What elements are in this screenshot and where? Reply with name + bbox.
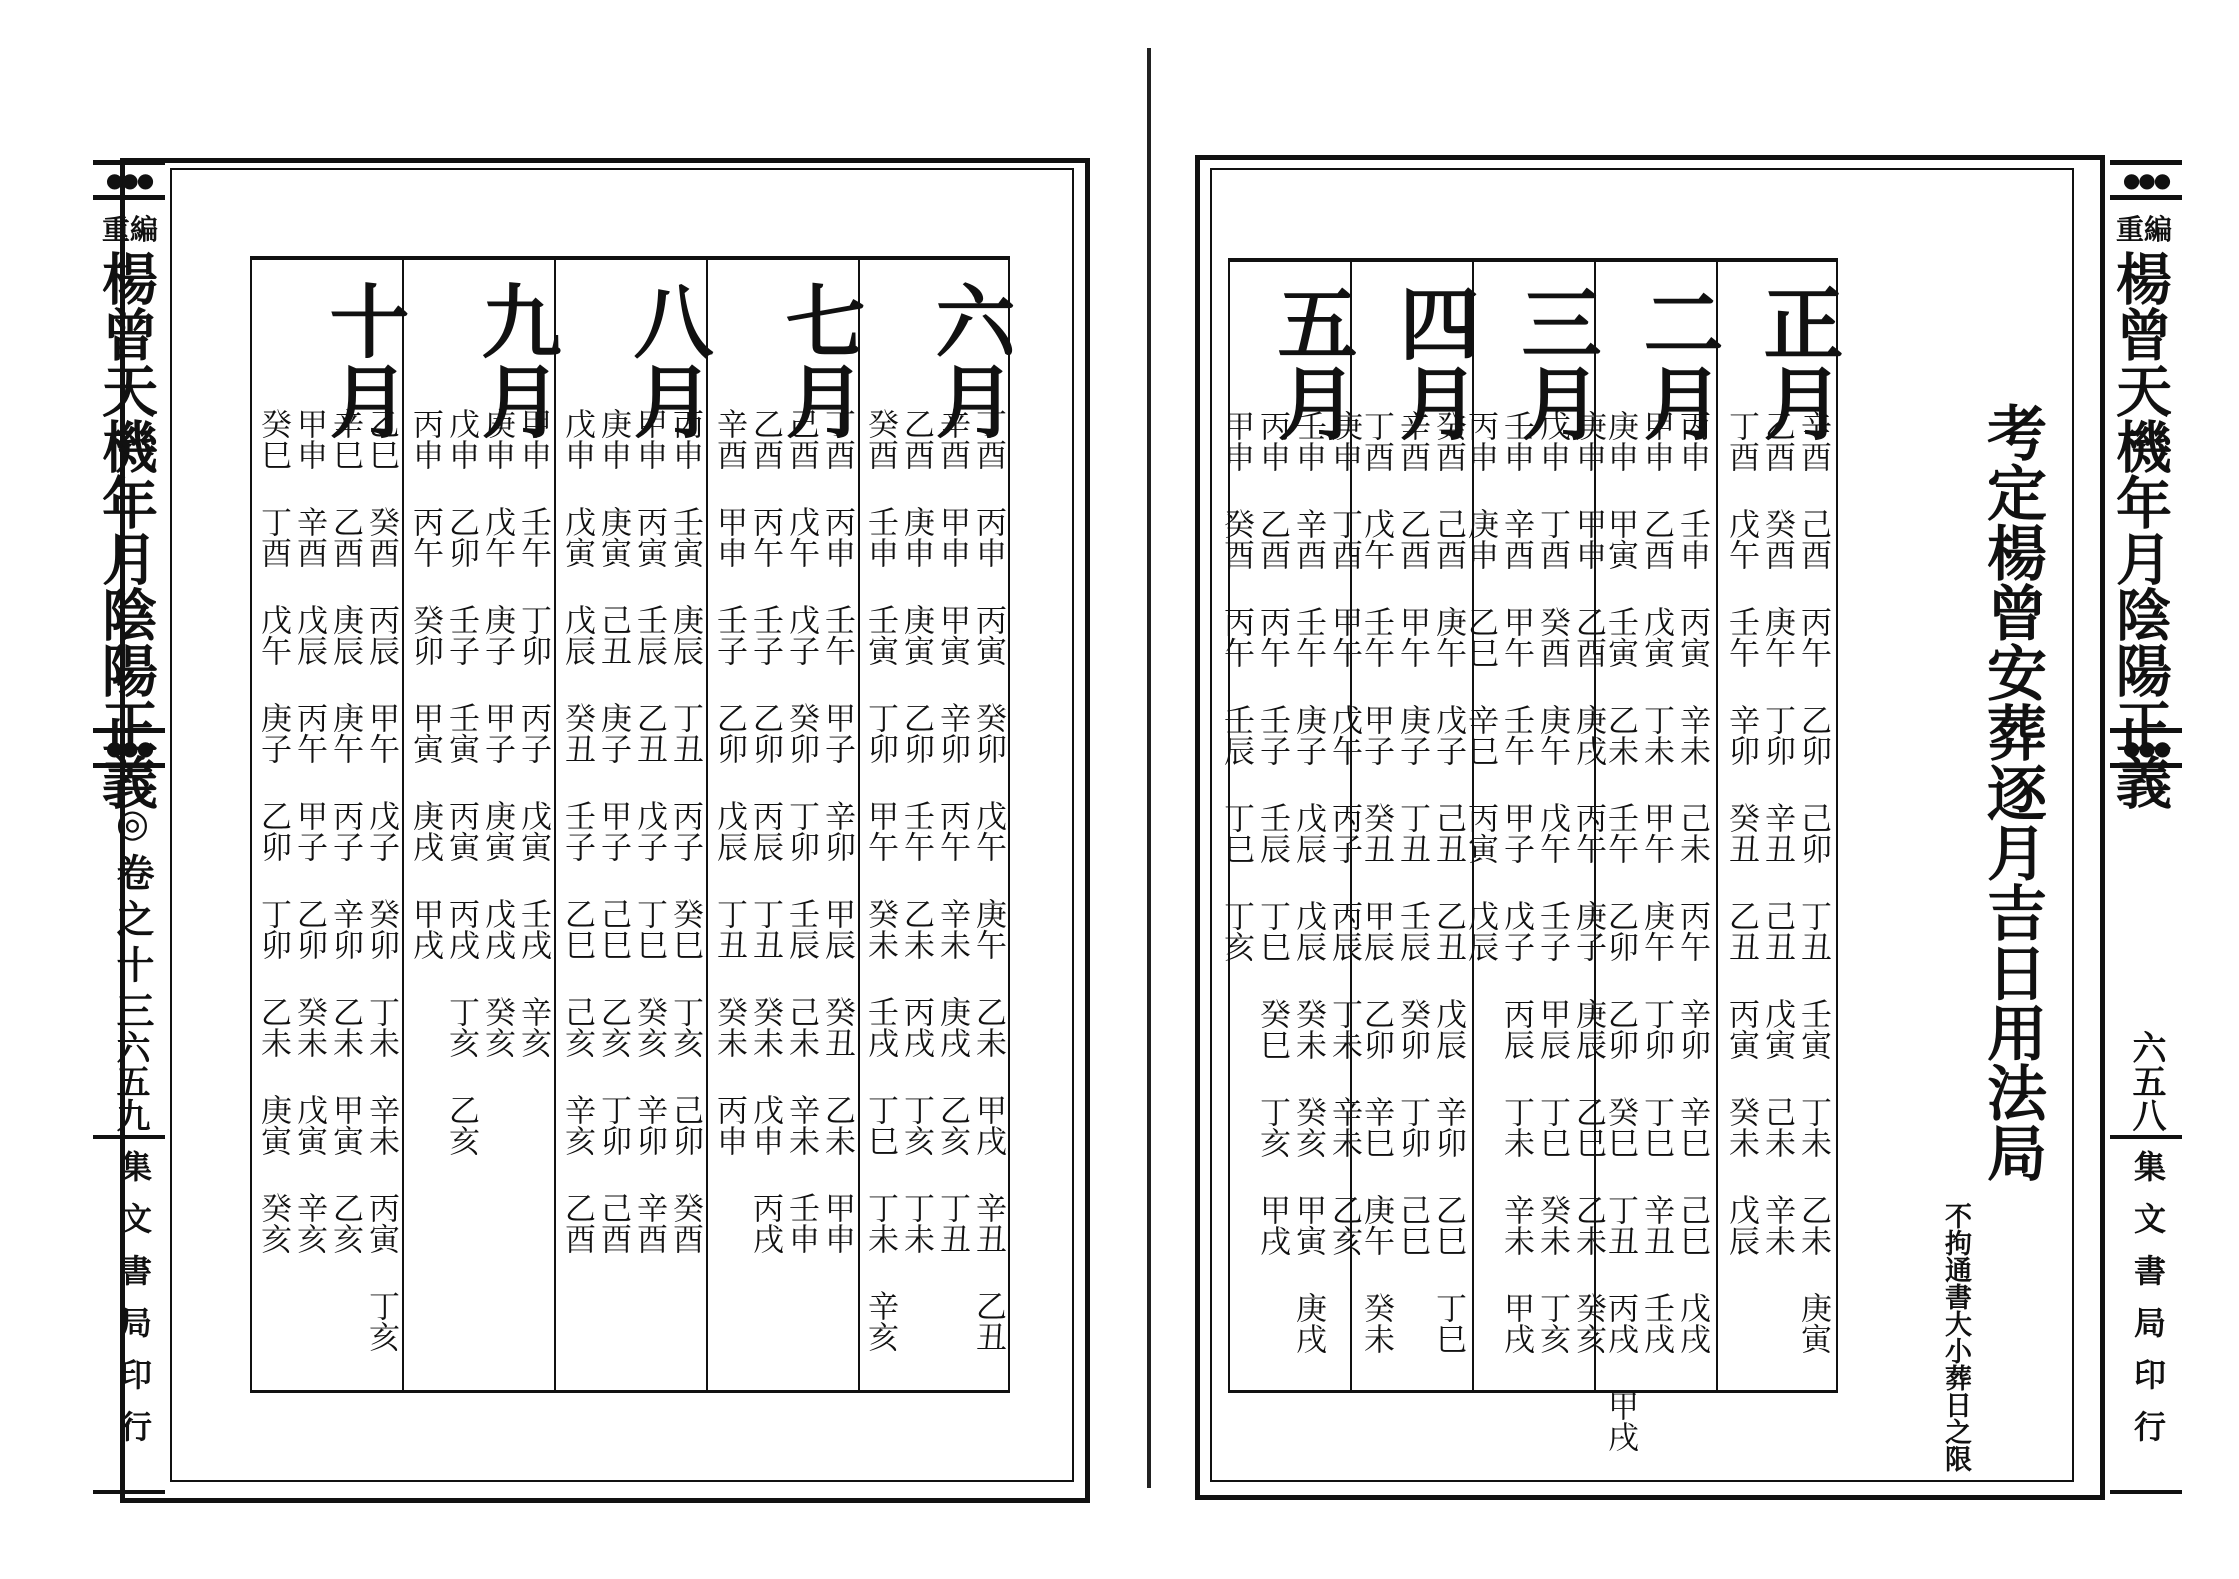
publisher-right: 集文書局印行 (2129, 1150, 2167, 1462)
entry-column: 甲申 壬午 丁卯 丙子 戊寅 壬戌 辛亥 (515, 408, 551, 1058)
rule-right-bottom (2110, 1490, 2182, 1494)
entry-column: 丁酉 戊午 壬午 辛卯 癸丑 乙丑 丙寅 癸未 戊辰 (1723, 410, 1759, 1256)
entry-column: 戊申 戊寅 戊辰 癸丑 壬子 乙巳 己亥 辛亥 乙酉 (559, 408, 595, 1254)
top-ornament-left (93, 160, 165, 200)
month-column-june (858, 260, 1015, 1390)
entry-column: 庚申 甲申 乙酉 庚戌 丙午 庚子 庚辰 乙巳 乙未 癸亥 (1570, 410, 1606, 1354)
entry-column: 乙巳 癸酉 丙辰 甲午 戊子 癸卯 丁未 辛未 丙寅 丁亥 (363, 408, 399, 1352)
section-note: 不拘通書大小葬日之限 (1940, 1202, 1971, 1472)
top-ornament-right (2110, 160, 2182, 200)
month-column-january (1716, 262, 1843, 1390)
entry-column: 癸巳 丁酉 戊午 庚子 乙卯 丁卯 乙未 庚寅 癸亥 (255, 408, 291, 1254)
volume-left: ◎卷之十三 (110, 800, 155, 1037)
entry-column: 庚申 庚寅 己丑 庚子 甲子 己巳 乙亥 丁卯 己酉 (595, 408, 631, 1254)
month-label: 八月 (620, 280, 713, 440)
label-small-right: 重編 (2116, 213, 2173, 246)
book-title-right: 楊曾天機年月陰陽正義 (2107, 250, 2173, 810)
entry-column: 丙申 丙午 癸卯 甲寅 庚戌 甲戌 (407, 408, 443, 960)
entry-column: 庚申 丁酉 甲午 戊午 丙子 丙辰 丁未 辛未 乙亥 (1326, 410, 1362, 1256)
entry-column: 丁酉 戊午 壬午 甲子 癸丑 甲辰 乙卯 辛巳 庚午 癸未 (1358, 410, 1394, 1354)
month-label: 六月 (922, 280, 1015, 440)
section-title: 考定楊曾安葬逐月吉日用法局 (1977, 402, 2047, 1182)
entry-column: 辛巳 乙酉 庚辰 庚午 丙子 辛卯 乙未 甲寅 乙亥 (327, 408, 363, 1254)
entry-column: 辛酉 乙酉 甲午 庚子 丁丑 壬辰 癸卯 丁卯 己巳 (1394, 410, 1430, 1256)
month-column-may (1218, 262, 1362, 1390)
month-column-august (554, 260, 713, 1390)
book-title-left: 楊曾天機年月陰陽正義 (93, 250, 159, 810)
month-label: 五月 (1264, 282, 1357, 442)
entry-column: 壬申 辛酉 壬午 庚子 戊辰 戊辰 癸未 癸亥 甲寅 庚戌 (1290, 410, 1326, 1354)
entry-column: 丁酉 丙申 壬午 甲子 辛卯 甲辰 癸丑 乙未 甲申 (819, 408, 855, 1254)
page-fold-line (1147, 48, 1151, 1488)
month-label: 九月 (468, 280, 561, 440)
entry-column: 丙申 壬寅 庚辰 丁丑 丙子 癸巳 丁亥 己卯 癸酉 (667, 408, 703, 1254)
month-label: 三月 (1508, 282, 1601, 442)
entry-column: 壬申 辛酉 甲午 壬午 甲子 戊子 丙辰 丁未 辛未 甲戌 (1498, 410, 1534, 1354)
entry-column: 辛酉 甲申 甲寅 辛卯 丙午 辛未 庚戌 乙亥 丁丑 (934, 408, 970, 1254)
entry-column: 庚申 戊午 庚子 甲子 庚寅 戊戌 癸亥 (479, 408, 515, 1058)
mid-ornament-left (93, 728, 165, 768)
entry-column: 辛酉 甲申 壬子 乙卯 戊辰 丁丑 癸未 丙申 (711, 408, 747, 1156)
entry-column: 癸酉 己酉 庚午 戊子 己丑 乙丑 戊辰 辛卯 乙巳 丁巳 (1430, 410, 1466, 1354)
entry-column: 丁酉 丙申 丙寅 癸卯 戊午 庚午 乙未 甲戌 辛丑 乙丑 (970, 408, 1006, 1352)
month-label: 二月 (1630, 282, 1723, 442)
month-column-february (1594, 262, 1723, 1452)
entry-column: 戊申 丁酉 癸酉 庚午 戊午 壬子 甲辰 丁巳 癸未 丁亥 (1534, 410, 1570, 1354)
page-number-right: 六五八 (2126, 1030, 2166, 1132)
left-month-table (250, 256, 1015, 1393)
entry-column: 辛酉 己酉 丙午 乙卯 己卯 丁丑 壬寅 丁未 乙未 庚寅 (1795, 410, 1831, 1354)
label-small-left: 重編 (102, 213, 159, 246)
entry-column: 甲申 癸酉 丙午 壬辰 丁巳 丁亥 (1218, 410, 1254, 962)
month-label: 正月 (1750, 282, 1843, 442)
month-column-september (402, 260, 561, 1390)
month-column-october (250, 260, 409, 1390)
entry-column: 乙酉 癸酉 庚午 丁卯 辛丑 己丑 戊寅 己未 辛未 (1759, 410, 1795, 1256)
month-label: 十月 (316, 280, 409, 440)
entry-column: 丙申 乙酉 丙午 壬子 壬辰 丁巳 癸巳 丁亥 甲戌 (1254, 410, 1290, 1256)
publisher-left: 集文書局印行 (115, 1150, 153, 1462)
entry-column: 甲申 辛酉 戊辰 丙午 甲子 乙卯 癸未 戊寅 辛亥 (291, 408, 327, 1254)
rule-left-bottom (93, 1490, 165, 1494)
entry-column: 乙酉 庚申 庚寅 乙卯 壬午 乙未 丙戌 丁亥 丁未 (898, 408, 934, 1254)
entry-column: 甲申 乙酉 戊寅 丁未 甲午 庚午 丁卯 丁巳 辛丑 壬戌 (1638, 410, 1674, 1354)
rule-right (2110, 1135, 2182, 1139)
entry-column: 丙申 庚申 乙巳 辛巳 丙寅 戊辰 (1462, 410, 1498, 962)
rule-left (93, 1135, 165, 1139)
mid-ornament-right (2110, 728, 2182, 768)
entry-column: 癸酉 壬申 壬寅 丁卯 甲午 癸未 壬戌 丁巳 丁未 辛亥 (862, 408, 898, 1352)
entry-column: 甲申 丙寅 壬辰 乙丑 戊子 丁巳 癸亥 辛卯 辛酉 (631, 408, 667, 1254)
entry-column: 庚申 甲寅 壬寅 乙未 壬午 乙卯 乙卯 癸巳 丁丑 丙戌 甲戌 (1602, 410, 1638, 1452)
entry-column: 丙申 壬申 丙寅 辛未 己未 丙午 辛卯 辛巳 己巳 戊戌 (1674, 410, 1710, 1354)
entry-column: 己酉 戊午 戊子 癸卯 丁卯 壬辰 己未 辛未 壬申 (783, 408, 819, 1254)
entry-column: 戊申 乙卯 壬子 壬寅 丙寅 丙戌 丁亥 乙亥 (443, 408, 479, 1156)
month-column-july (706, 260, 865, 1390)
month-column-april (1350, 262, 1479, 1390)
month-label: 四月 (1386, 282, 1479, 442)
right-month-table (1218, 258, 1843, 1452)
month-label: 七月 (772, 280, 865, 440)
page-number-left: 六五九 (110, 1030, 150, 1132)
entry-column: 乙酉 丙午 壬子 乙卯 丙辰 丁丑 癸未 戊申 丙戌 (747, 408, 783, 1254)
month-column-march (1462, 262, 1606, 1390)
